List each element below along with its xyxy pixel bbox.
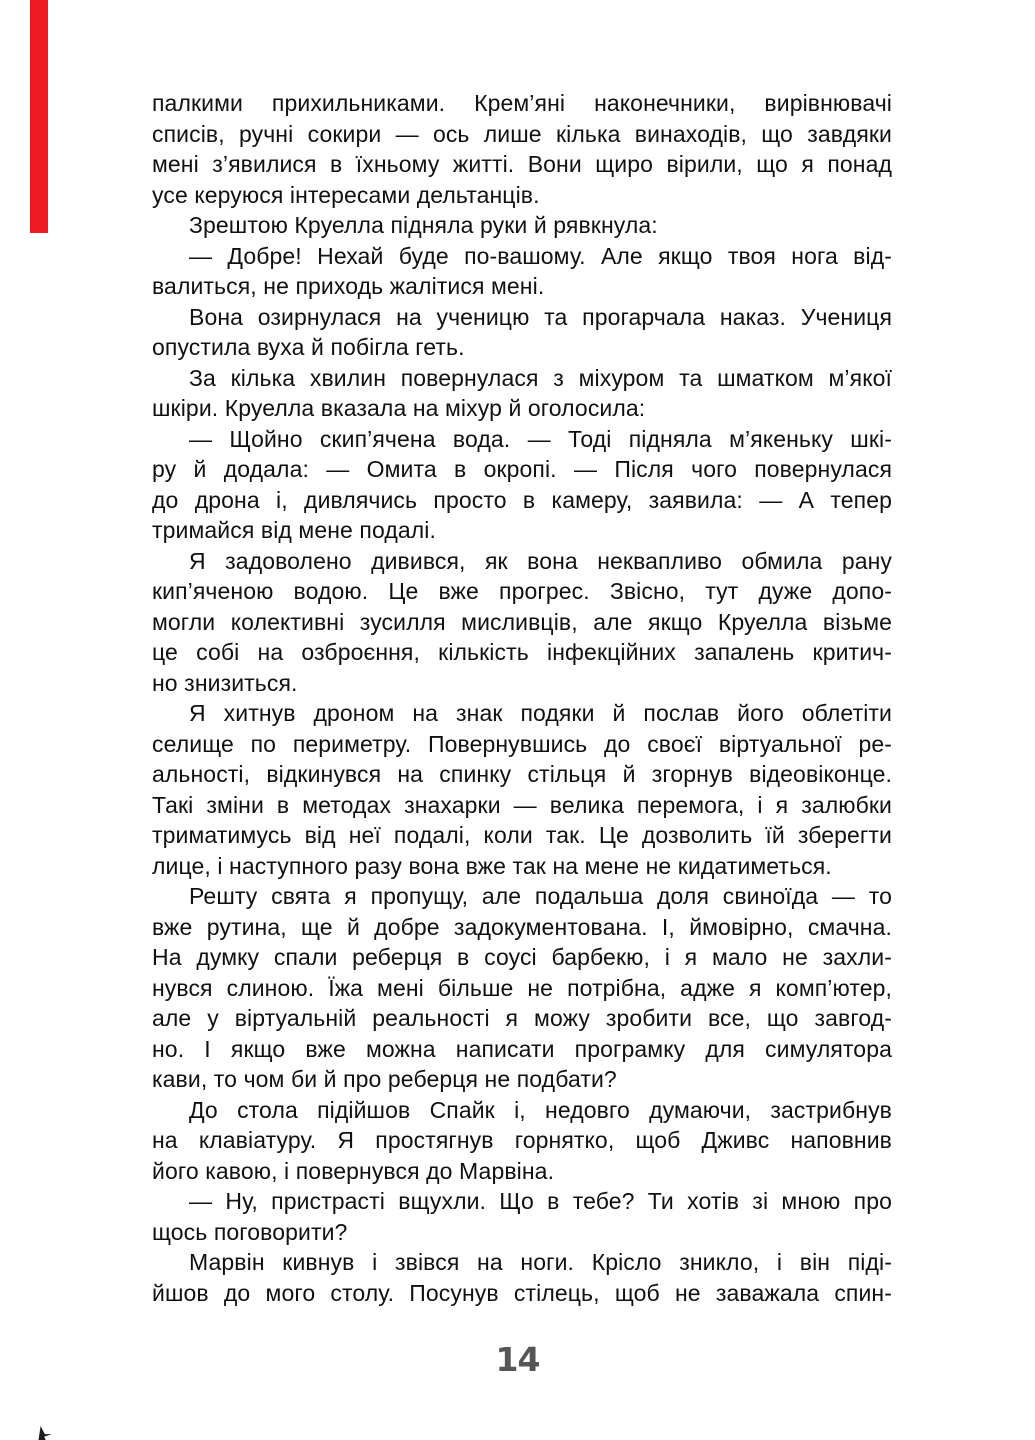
text-line: мені з’явилися в їхньому житті. Вони щиро вірили, що я понад xyxy=(152,151,892,177)
text-line: списів, ручні сокири — ось лише кілька винаходів, що завдяки xyxy=(152,120,892,147)
text-line: кави, то чом би й про реберця не подбати? xyxy=(152,1066,617,1092)
text-line: усе керуюся інтересами дельтанців. xyxy=(152,181,540,208)
text-line: Такі зміни в методах знахарки — велика перемога, і я залюбки xyxy=(152,791,892,818)
text-line: Я задоволено дивився, як вона неквапливо обмила рану xyxy=(189,547,892,574)
text-line: тримайся від мене подалі. xyxy=(152,517,436,543)
text-line: Вона озирнулася на ученицю та прогарчала наказ. Учениця xyxy=(189,303,892,330)
text-line: його кавою, і повернувся до Марвіна. xyxy=(152,1157,555,1184)
text-line: вже рутина, ще й добре задокументована. І, ймовірно, смачна. xyxy=(152,913,892,940)
text-line: йшов до мого столу. Посунув стілець, щоб не заважала спин- xyxy=(152,1279,892,1306)
text-line: триматимусь від неї подалі, коли так. Це дозволить їй зберегти xyxy=(152,822,892,848)
page-text xyxy=(152,88,892,1308)
text-line: шкіри. Круелла вказала на міхур й оголосила: xyxy=(152,395,646,421)
text-line: палкими прихильниками. Крем’яні наконечники, вирівнювачі xyxy=(152,90,892,116)
text-line: За кілька хвилин повернулася з міхуром та шматком м’якої xyxy=(189,364,892,391)
text-line: селище по периметру. Повернувшись до своєї віртуальної ре- xyxy=(152,730,892,757)
text-line: але у віртуальній реальності я можу зробити все, що завгод- xyxy=(152,1005,892,1031)
text-line: це собі на озброєння, кількість інфекційних запалень критич- xyxy=(152,639,892,665)
text-line: — Щойно скип’ячена вода. — Тоді підняла м’якеньку шкі- xyxy=(189,425,892,452)
text-line: ру й додала: — Омита в окропі. — Після чого повернулася xyxy=(152,456,892,482)
text-line: валиться, не приходь жалітися мені. xyxy=(152,273,545,299)
text-line: кип’яченою водою. Це вже прогрес. Звісно, тут дуже допо- xyxy=(152,578,892,604)
cursor-arrow-icon xyxy=(37,1426,52,1440)
text-line: Решту свята я пропущу, але подальша доля свиноїда — то xyxy=(189,883,892,909)
page-number: 14 xyxy=(495,1340,540,1379)
text-line: — Добре! Нехай буде по-вашому. Але якщо твоя нога від- xyxy=(189,242,892,269)
text-line: нувся слиною. Їжа мені більше не потрібна, адже я комп’ютер, xyxy=(152,974,892,1001)
red-bookmark-ribbon xyxy=(30,0,48,233)
text-line: Я хитнув дроном на знак подяки й послав його облетіти xyxy=(189,700,892,726)
text-line: щось поговорити? xyxy=(152,1218,348,1245)
text-line: но знизиться. xyxy=(152,669,298,696)
text-line: До стола підійшов Спайк і, недовго думаючи, застрибнув xyxy=(189,1096,892,1123)
text-line: опустила вуха й побігла геть. xyxy=(152,334,465,360)
text-line: лице, і наступного разу вона вже так на мене не кидатиметься. xyxy=(152,852,832,879)
text-line: на клавіатуру. Я простягнув горнятко, щоб Дживс наповнив xyxy=(152,1127,892,1153)
text-line: На думку спали реберця в соусі барбекю, і я мало не захли- xyxy=(152,944,892,970)
text-line: могли колективні зусилля мисливців, але якщо Круелла візьме xyxy=(152,608,892,635)
text-line: но. І якщо вже можна написати програмку для симулятора xyxy=(152,1035,892,1062)
text-line: до дрона і, дивлячись просто в камеру, заявила: — А тепер xyxy=(152,486,892,513)
text-line: Зрештою Круелла підняла руки й рявкнула: xyxy=(189,212,658,238)
text-line: альності, відкинувся на спинку стільця й згорнув відеовіконце. xyxy=(152,761,892,787)
text-line: Марвін кивнув і звівся на ноги. Крісло зникло, і він піді- xyxy=(189,1249,892,1275)
text-line: — Ну, пристрасті вщухли. Що в тебе? Ти хотів зі мною про xyxy=(189,1188,892,1214)
